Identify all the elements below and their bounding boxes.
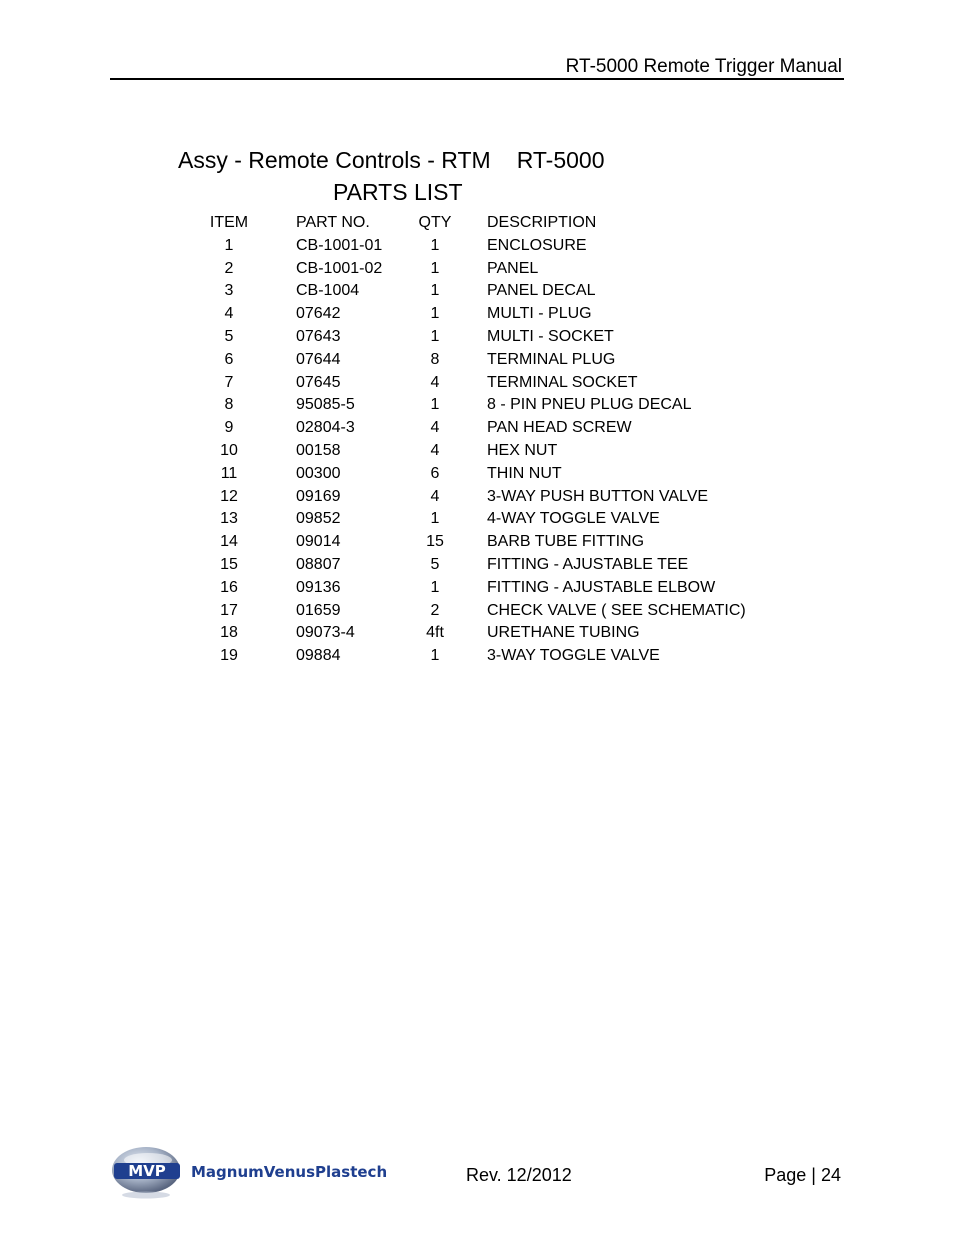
revision-label: Rev. 12/2012 [466,1165,572,1185]
part-number: 09073-4 [296,624,355,642]
quantity: 4 [430,487,440,505]
table-row [180,600,787,623]
quantity: 1 [430,236,440,254]
page-number: Page | 24 [764,1165,841,1185]
item-number: 7 [224,373,234,391]
table-row [180,280,787,303]
table-row [180,531,787,554]
part-number: CB-1001-01 [296,236,383,254]
quantity: 1 [430,259,440,277]
description: TERMINAL PLUG [487,350,616,368]
mvp-logo [110,1146,400,1202]
table-row [180,326,787,349]
quantity: 1 [430,510,440,528]
item-number: 14 [220,533,238,551]
item-number: 3 [224,282,234,300]
parts-table-body [180,235,787,668]
logo-wordmark: MagnumVenusPlastech [191,1163,388,1181]
item-number: 15 [220,555,238,573]
quantity: 1 [430,305,440,323]
part-number: CB-1001-02 [296,259,383,277]
header-title: RT-5000 Remote Trigger Manual [565,56,842,77]
item-number: 10 [220,441,238,459]
item-number: 4 [224,305,234,323]
description: MULTI - SOCKET [487,327,614,345]
model-number: RT-5000 [516,147,605,173]
quantity: 1 [430,578,440,596]
document-title [178,146,605,174]
table-row [180,372,787,395]
item-number: 9 [224,419,234,437]
parts-list-heading: PARTS LIST [333,179,463,205]
part-number: CB-1004 [296,282,360,300]
column-header-item: ITEM [209,214,249,231]
description: THIN NUT [487,464,562,482]
part-number: 09014 [296,533,341,551]
quantity: 1 [430,647,440,665]
table-row [180,554,787,577]
item-number: 18 [220,624,238,642]
table-row [180,258,787,281]
table-row [180,417,787,440]
description: 3-WAY PUSH BUTTON VALVE [487,487,709,505]
table-row [180,394,787,417]
part-number: 09852 [296,510,341,528]
table-row [180,577,787,600]
item-number: 8 [224,396,234,414]
quantity: 6 [430,464,440,482]
quantity: 5 [430,555,440,573]
part-number: 09136 [296,578,341,596]
item-number: 12 [220,487,238,505]
part-number: 07645 [296,373,341,391]
item-number: 5 [224,327,234,345]
part-number: 07644 [296,350,341,368]
part-number: 02804-3 [296,419,355,437]
description: FITTING - AJUSTABLE TEE [487,555,689,573]
description: HEX NUT [487,441,558,459]
table-row [180,440,787,463]
description: FITTING - AJUSTABLE ELBOW [487,578,716,596]
part-number: 09884 [296,647,341,665]
parts-table [180,212,787,668]
item-number: 2 [224,259,234,277]
description: PANEL DECAL [487,282,596,300]
quantity: 4 [430,441,440,459]
description: CHECK VALVE ( SEE SCHEMATIC) [487,601,746,619]
description: PANEL [487,259,539,277]
description: PAN HEAD SCREW [487,419,632,437]
description: 3-WAY TOGGLE VALVE [487,647,660,665]
description: URETHANE TUBING [487,624,640,642]
quantity: 4 [430,419,440,437]
part-number: 95085-5 [296,396,355,414]
item-number: 1 [224,236,234,254]
quantity: 2 [430,601,440,619]
part-number: 00158 [296,441,341,459]
part-number: 09169 [296,487,341,505]
column-header-part-no: PART NO. [296,214,370,231]
description: TERMINAL SOCKET [487,373,638,391]
assembly-title: Assy - Remote Controls - RTM [178,147,491,173]
parts-table-header [180,212,787,235]
table-row [180,303,787,326]
part-number: 01659 [296,601,341,619]
item-number: 16 [220,578,238,596]
part-number: 00300 [296,464,341,482]
item-number: 6 [224,350,234,368]
table-row [180,645,787,668]
item-number: 17 [220,601,238,619]
quantity: 1 [430,327,440,345]
header-divider [110,78,844,80]
column-header-description: DESCRIPTION [487,214,597,231]
description: MULTI - PLUG [487,305,592,323]
part-number: 08807 [296,555,341,573]
table-row [180,486,787,509]
quantity: 4 [430,373,440,391]
quantity: 8 [430,350,440,368]
table-row [180,235,787,258]
table-row [180,622,787,645]
quantity: 1 [430,282,440,300]
description: 4-WAY TOGGLE VALVE [487,510,660,528]
part-number: 07642 [296,305,341,323]
description: 8 - PIN PNEU PLUG DECAL [487,396,692,414]
description: ENCLOSURE [487,236,587,254]
part-number: 07643 [296,327,341,345]
quantity: 1 [430,396,440,414]
quantity: 4ft [426,624,444,642]
table-row [180,349,787,372]
column-header-qty: QTY [418,214,452,231]
quantity: 15 [426,533,444,551]
table-row [180,508,787,531]
description: BARB TUBE FITTING [487,533,645,551]
logo-badge-text: MVP [128,1162,166,1180]
item-number: 13 [220,510,238,528]
item-number: 19 [220,647,238,665]
table-row [180,463,787,486]
item-number: 11 [220,464,238,482]
